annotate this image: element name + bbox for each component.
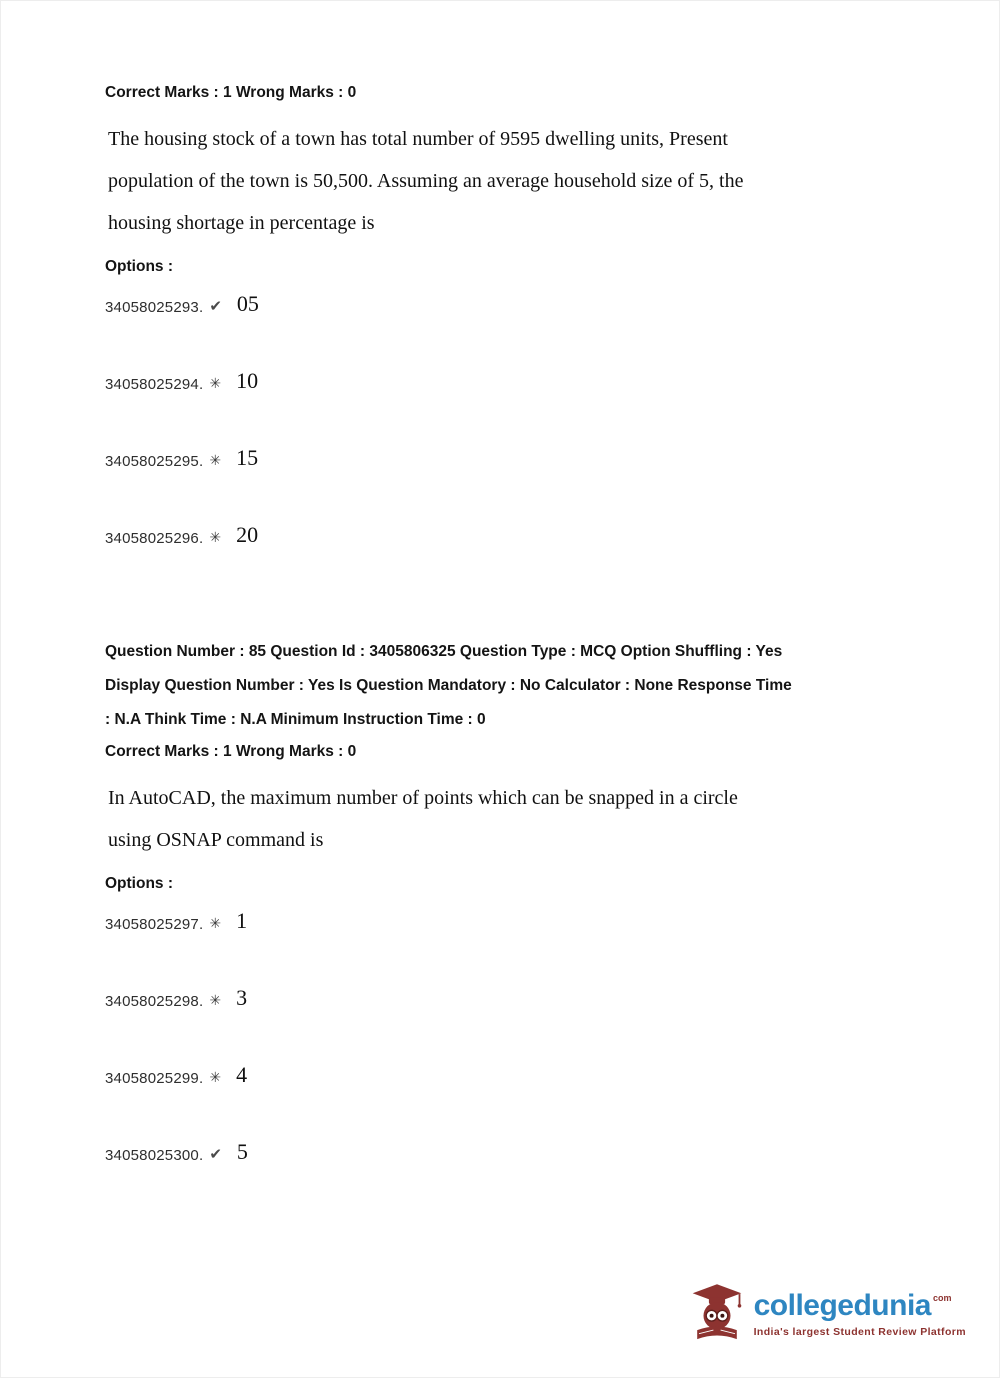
asterisk-icon: ✳ <box>209 916 222 932</box>
check-icon: ✔ <box>209 1145 222 1163</box>
question-metadata-line: : N.A Think Time : N.A Minimum Instruction Time : 0 <box>105 711 486 728</box>
question-text-line: housing shortage in percentage is <box>108 212 375 234</box>
question-text-line: The housing stock of a town has total number of 9595 dwelling units, Present <box>108 128 728 150</box>
option-value: 15 <box>236 445 259 470</box>
option-value: 4 <box>236 1062 248 1087</box>
question-block-1 <box>105 84 915 551</box>
option-row <box>105 446 915 474</box>
page-content <box>105 84 915 1217</box>
question-metadata <box>105 635 915 737</box>
option-id: 34058025296. <box>105 530 204 547</box>
question-text-line: using OSNAP command is <box>108 829 324 851</box>
option-id: 34058025294. <box>105 376 204 393</box>
question-text <box>105 118 915 244</box>
brand-name: collegedunia <box>753 1288 931 1322</box>
question-metadata-line: Question Number : 85 Question Id : 3405806325 Question Type : MCQ Option Shuffling : Yes <box>105 643 783 660</box>
option-value: 5 <box>236 1139 248 1164</box>
option-row <box>105 292 915 320</box>
option-value: 20 <box>236 522 259 547</box>
option-id: 34058025295. <box>105 453 204 470</box>
option-row <box>105 523 915 551</box>
question-block-2 <box>105 635 915 1168</box>
asterisk-icon: ✳ <box>209 453 222 469</box>
option-id: 34058025297. <box>105 916 204 933</box>
asterisk-icon: ✳ <box>209 993 222 1009</box>
option-id: 34058025293. <box>105 299 204 316</box>
option-row <box>105 1140 915 1168</box>
option-value: 10 <box>236 368 259 393</box>
question-text-line: population of the town is 50,500. Assuming an average household size of 5, the <box>108 170 744 192</box>
brand-text <box>754 1289 966 1338</box>
check-icon: ✔ <box>209 297 222 315</box>
option-value: 05 <box>236 291 259 316</box>
options-label: Options : <box>105 258 174 275</box>
brand-tld: com <box>932 1292 952 1303</box>
asterisk-icon: ✳ <box>209 376 222 392</box>
question-metadata-line: Display Question Number : Yes Is Question Mandatory : No Calculator : None Response Time <box>105 677 792 694</box>
options-list <box>105 909 915 1168</box>
asterisk-icon: ✳ <box>209 1070 222 1086</box>
option-value: 3 <box>236 985 248 1010</box>
brand-tagline: India's largest Student Review Platform <box>753 1325 966 1338</box>
options-label: Options : <box>105 875 174 892</box>
option-row <box>105 369 915 397</box>
option-id: 34058025300. <box>105 1147 204 1164</box>
option-row <box>105 909 915 937</box>
option-id: 34058025299. <box>105 1070 204 1087</box>
options-list <box>105 292 915 551</box>
option-row <box>105 986 915 1014</box>
question-text-line: In AutoCAD, the maximum number of points which can be snapped in a circle <box>108 787 738 809</box>
collegedunia-logo <box>690 1282 966 1344</box>
marks-line: Correct Marks : 1 Wrong Marks : 0 <box>105 84 357 101</box>
collegedunia-mascot-icon <box>690 1282 744 1344</box>
option-row <box>105 1063 915 1091</box>
asterisk-icon: ✳ <box>209 530 222 546</box>
question-text <box>105 777 915 861</box>
option-value: 1 <box>236 908 248 933</box>
marks-line: Correct Marks : 1 Wrong Marks : 0 <box>105 743 357 760</box>
option-id: 34058025298. <box>105 993 204 1010</box>
